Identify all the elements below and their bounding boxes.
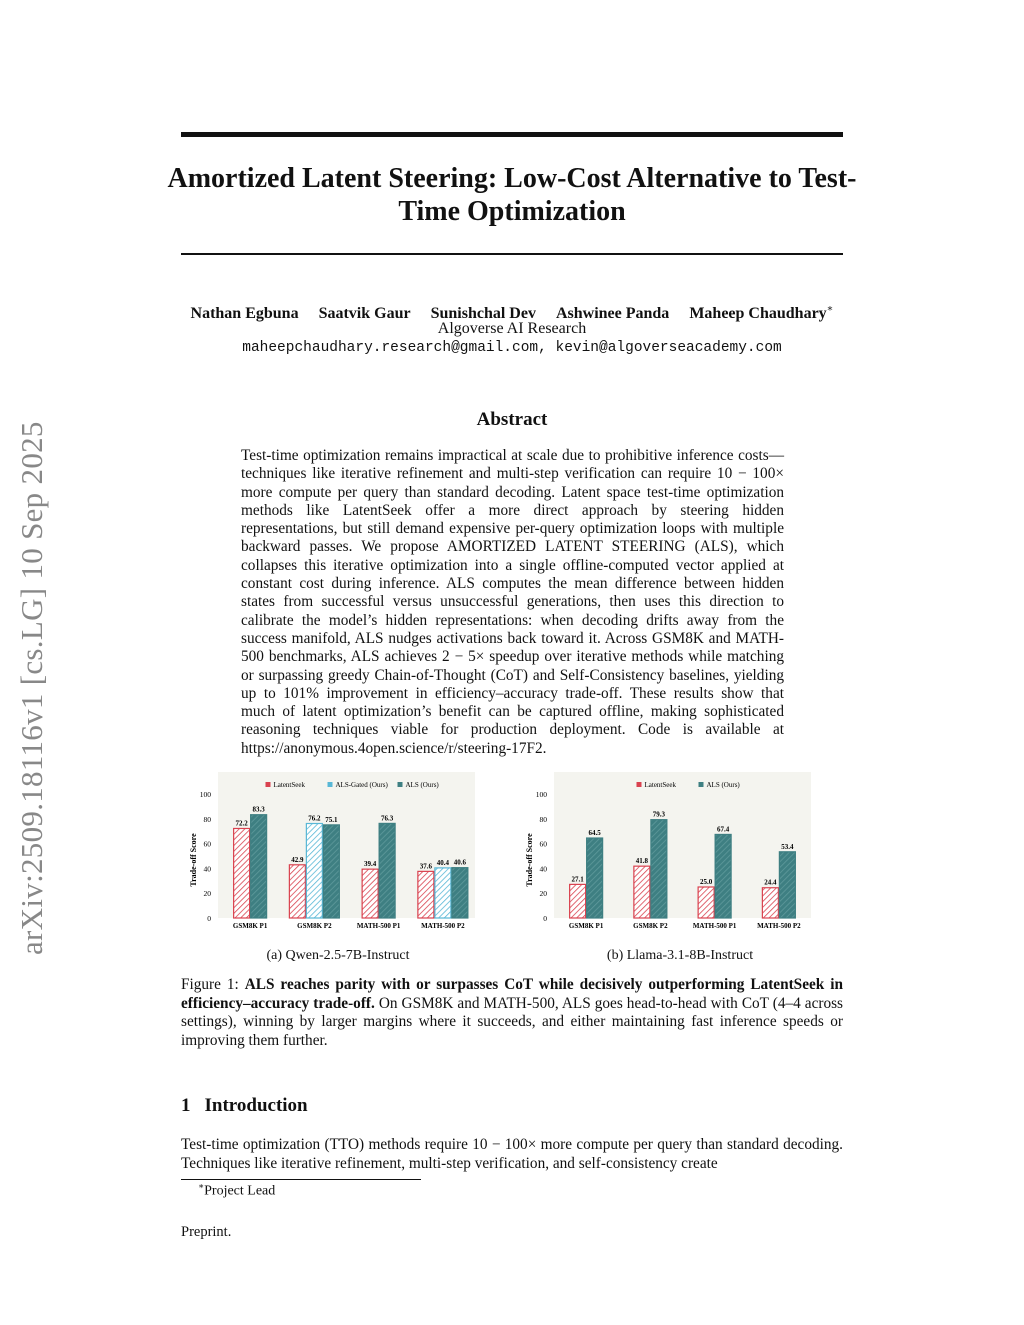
bar [435, 868, 451, 918]
author: Ashwinee Panda [555, 305, 670, 323]
y-tick-label: 80 [203, 814, 211, 824]
affiliation: Algoverse AI Research [437, 320, 587, 337]
footnote [198, 1181, 275, 1200]
subcaption-b: (b) Llama-3.1-8B-Instruct [606, 948, 754, 963]
bar [779, 852, 795, 918]
bar-value-label: 64.5 [588, 829, 601, 838]
bar-value-label: 75.1 [325, 815, 338, 824]
bar-value-label: 40.4 [436, 858, 449, 867]
title-rule-top [181, 132, 843, 137]
bar [651, 820, 667, 918]
bar-value-label: 83.3 [252, 805, 265, 814]
x-tick-label: GSM8K P1 [232, 922, 268, 930]
legend-label: LatentSeek [644, 781, 676, 789]
chart-a [188, 772, 483, 936]
legend-label: ALS-Gated (Ours) [335, 781, 388, 789]
section-heading [181, 1095, 308, 1117]
y-tick-label: 0 [543, 914, 547, 923]
figure-caption-bold: ALS reaches parity with or surpasses CoT while decisively outperforming LatentSeek in efficiency–accuracy trade-off. [181, 976, 843, 1012]
section-title: Introduction [204, 1095, 308, 1116]
chart-b-svg [524, 772, 819, 936]
bar-value-label: 79.3 [652, 810, 665, 819]
figure-label: Figure 1: [181, 976, 245, 993]
bar-value-label: 76.2 [308, 814, 321, 823]
figure-caption-rest: On GSM8K and MATH-500, ALS goes head-to-head with CoT (4–4 across settings), winning by larger margins where it succeeds, and either maintaining fast inference speeds or improving them further. [181, 994, 844, 1049]
x-tick-label: GSM8K P2 [633, 922, 668, 930]
bar [379, 823, 395, 918]
footnote-mark: ∗ [198, 1181, 205, 1191]
author: Saatvik Gaur [318, 305, 411, 323]
legend-label: ALS (Ours) [405, 781, 439, 789]
section-number: 1 [181, 1095, 191, 1116]
bar [762, 888, 778, 918]
figure-caption [181, 976, 843, 1050]
x-tick-label: GSM8K P1 [568, 922, 604, 930]
bar-value-label: 42.9 [291, 855, 304, 864]
bar-value-label: 67.4 [717, 825, 730, 834]
intro-paragraph: Test-time optimization (TTO) methods require 10 − 100× more compute per query than standard decoding. Techniques like iterative refinement, multi-step verification, and self-consistency create [181, 1136, 843, 1172]
bar [234, 828, 250, 918]
author: Nathan Egbuna [190, 305, 299, 323]
bar [418, 871, 434, 918]
legend-swatch [699, 782, 704, 787]
chart-b [524, 772, 819, 936]
bar [362, 869, 378, 918]
title-rule-bottom [181, 253, 843, 255]
bar-value-label: 72.2 [235, 819, 248, 828]
arxiv-stamp: arXiv:2509.18116v1 [cs.LG] 10 Sep 2025 [14, 421, 49, 955]
x-tick-label: GSM8K P2 [297, 922, 332, 930]
x-tick-label: MATH-500 P1 [692, 922, 737, 930]
bar [452, 868, 468, 918]
bar [715, 834, 731, 918]
y-tick-label: 40 [203, 864, 211, 874]
chart-a-svg [188, 772, 483, 936]
y-tick-label: 20 [539, 889, 547, 899]
bar-value-label: 76.3 [381, 814, 394, 823]
subcaption-a: (a) Qwen-2.5-7B-Instruct [266, 948, 410, 963]
y-tick-label: 100 [199, 790, 211, 799]
bar-value-label: 41.8 [635, 857, 648, 866]
bar-value-label: 53.4 [781, 842, 794, 851]
abstract-heading: Abstract [476, 409, 548, 430]
footnote-rule [181, 1179, 421, 1180]
bar-value-label: 39.4 [364, 860, 377, 869]
bar [570, 884, 586, 918]
bar-value-label: 27.1 [571, 875, 584, 884]
legend-swatch [328, 782, 333, 787]
y-tick-label: 80 [539, 814, 547, 824]
y-axis-label: Trade-off Score [525, 833, 534, 887]
legend-swatch [398, 782, 403, 787]
author-name: Maheep Chaudhary [689, 305, 827, 323]
author: Sunishchal Dev [430, 305, 536, 323]
bar-value-label: 37.6 [419, 862, 432, 871]
legend-swatch [266, 782, 271, 787]
abstract-body: Test-time optimization remains impractical at scale due to prohibitive inference costs—techniques like iterative refinement and multi-step verification can require 10 − 100× more compute per query than standard decoding. Latent space test-time optimization methods like LatentSeek offer a more direct approach by steering hidden representations, but still demand expensive per-query optimization loops with multiple backward passes. We propose AMORTIZED LATENT STEERING (ALS), which collapses this iterative optimization into a single offline-computed vector applied at constant cost during inference. ALS computes the mean difference between hidden states from successful versus unsuccessful generations, then uses this direction to calibrate the model’s hidden representations: when decoding drifts away from the success manifold, ALS nudges activations back toward it. Across GSM8K and MATH-500 benchmarks, ALS achieves 2 − 5× speedup over iterative methods while matching or surpassing greedy Chain-of-Thought (CoT) and Self-Consistency baselines, yielding up to 101% improvement in efficiency–accuracy trade-off. These results show that much of latent optimization’s benefit can be captured offline, making sophisticated reasoning techniques viable for production deployment. Code is available at https://anonymous.4open.science/r/steering-17F2. [241, 447, 784, 757]
bar-value-label: 40.6 [453, 858, 466, 867]
bar [698, 887, 714, 918]
bar [251, 815, 267, 918]
y-tick-label: 60 [203, 839, 211, 849]
y-tick-label: 100 [535, 790, 547, 799]
legend-label: ALS (Ours) [706, 781, 740, 789]
bar-value-label: 25.0 [700, 878, 713, 886]
footnote-text: Project Lead [204, 1183, 276, 1199]
y-tick-label: 20 [203, 889, 211, 899]
y-tick-label: 0 [207, 914, 211, 923]
x-tick-label: MATH-500 P2 [757, 922, 801, 930]
bar [323, 825, 339, 918]
y-tick-label: 40 [539, 864, 547, 874]
bar [306, 824, 322, 918]
legend-label: LatentSeek [273, 781, 305, 789]
y-tick-label: 60 [539, 839, 547, 849]
bar [634, 866, 650, 918]
author-emails[interactable]: maheepchaudhary.research@gmail.com, kevin@algoverseacademy.com [242, 340, 782, 356]
x-tick-label: MATH-500 P2 [421, 922, 465, 930]
paper-title: Amortized Latent Steering: Low-Cost Alternative to Test-Time Optimization [167, 163, 857, 227]
x-tick-label: MATH-500 P1 [356, 922, 401, 930]
footer-preprint: Preprint. [181, 1224, 232, 1240]
bar [289, 865, 305, 918]
author-footnote-mark: ∗ [826, 304, 834, 315]
bar [587, 838, 603, 918]
legend-swatch [637, 782, 642, 787]
bar-value-label: 24.4 [764, 878, 777, 887]
y-axis-label: Trade-off Score [189, 833, 198, 887]
